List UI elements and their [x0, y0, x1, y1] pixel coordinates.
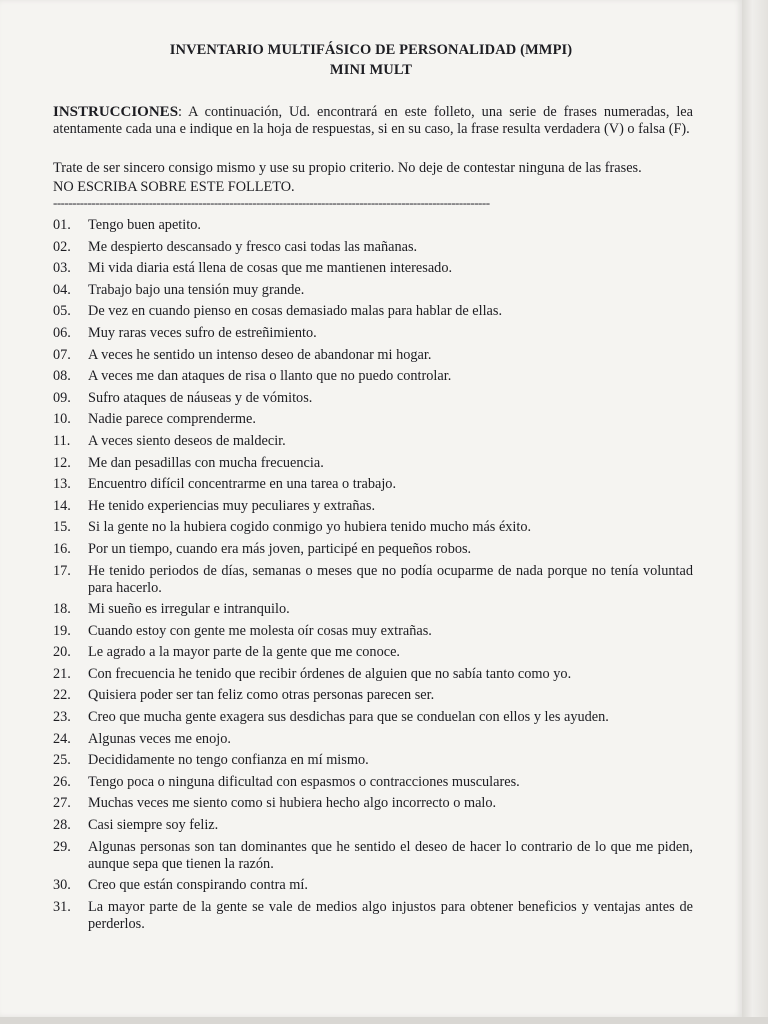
- question-item: [53, 260, 693, 277]
- question-item: [53, 752, 693, 769]
- document-subtitle: MINI MULT: [329, 62, 413, 78]
- question-text: Por un tiempo, cuando era más joven, participé en pequeños robos.: [88, 540, 472, 557]
- question-text: Si la gente no la hubiera cogido conmigo yo hubiera tenido mucho más éxito.: [88, 519, 532, 536]
- question-item: [53, 774, 693, 791]
- question-item: [53, 368, 693, 385]
- question-number: 13.: [53, 476, 71, 493]
- page-edge-right: [742, 0, 768, 1024]
- question-number: 07.: [53, 346, 71, 363]
- question-number: 25.: [53, 752, 71, 769]
- question-number: 12.: [53, 454, 71, 471]
- question-text: Muy raras veces sufro de estreñimiento.: [88, 324, 317, 341]
- instructions-text: : A continuación, Ud. encontrará en este folleto, una serie de frases numeradas, lea atentamente cada una e indique en la hoja de respuestas, si en su caso, la frase resulta verdadera (V) o falsa (F).: [53, 104, 693, 137]
- question-item: [53, 541, 693, 558]
- question-item: [53, 303, 693, 320]
- question-text: Creo que están conspirando contra mí.: [88, 877, 308, 894]
- question-text: Creo que mucha gente exagera sus desdichas para que se conduelan con ellos y les ayuden.: [88, 709, 609, 726]
- question-number: 20.: [53, 644, 71, 661]
- question-text: A veces me dan ataques de risa o llanto que no puedo controlar.: [88, 368, 452, 385]
- question-text: De vez en cuando pienso en cosas demasiado malas para hablar de ellas.: [88, 303, 503, 320]
- question-text: Algunas personas son tan dominantes que he sentido el deseo de hacer lo contrario de lo que me piden, aunque sepa que tienen la razón.: [88, 838, 693, 872]
- question-item: [53, 282, 693, 299]
- question-item: [53, 347, 693, 364]
- question-item: [53, 433, 693, 450]
- divider-line: ------------------------------------------------------------------------------------------------------------------: [53, 196, 490, 210]
- question-number: 09.: [53, 389, 71, 406]
- question-list: [53, 217, 693, 937]
- question-number: 21.: [53, 665, 71, 682]
- question-text: Quisiera poder ser tan feliz como otras personas parecen ser.: [88, 687, 435, 704]
- question-number: 24.: [53, 730, 71, 747]
- question-number: 17.: [53, 562, 71, 579]
- question-number: 28.: [53, 817, 71, 834]
- question-number: 11.: [53, 432, 71, 449]
- question-item: [53, 411, 693, 428]
- question-text: He tenido periodos de días, semanas o meses que no podía ocuparme de nada porque no tenía voluntad para hacerlo.: [88, 562, 693, 596]
- question-item: [53, 899, 693, 933]
- question-text: Casi siempre soy feliz.: [88, 817, 219, 834]
- question-number: 22.: [53, 687, 71, 704]
- question-number: 02.: [53, 238, 71, 255]
- question-item: [53, 623, 693, 640]
- question-text: Encuentro difícil concentrarme en una tarea o trabajo.: [88, 476, 397, 493]
- question-number: 15.: [53, 519, 71, 536]
- question-item: [53, 476, 693, 493]
- question-text: A veces he sentido un intenso deseo de abandonar mi hogar.: [88, 346, 432, 363]
- question-number: 16.: [53, 540, 71, 557]
- question-text: Algunas veces me enojo.: [88, 730, 231, 747]
- question-item: [53, 687, 693, 704]
- question-number: 10.: [53, 411, 71, 428]
- question-item: [53, 877, 693, 894]
- question-text: La mayor parte de la gente se vale de medios algo injustos para obtener beneficios y ventajas antes de perderlos.: [88, 898, 693, 932]
- question-number: 18.: [53, 601, 71, 618]
- question-text: Con frecuencia he tenido que recibir órdenes de alguien que no sabía tanto como yo.: [88, 665, 572, 682]
- question-number: 01.: [53, 217, 71, 233]
- instructions-no-write: NO ESCRIBA SOBRE ESTE FOLLETO.: [53, 179, 295, 195]
- question-text: Cuando estoy con gente me molesta oír cosas muy extrañas.: [88, 622, 432, 639]
- document-title: INVENTARIO MULTIFÁSICO DE PERSONALIDAD (MMPI): [169, 42, 573, 58]
- question-number: 14.: [53, 497, 71, 514]
- question-item: [53, 519, 693, 536]
- question-item: [53, 563, 693, 597]
- question-text: Trabajo bajo una tensión muy grande.: [88, 281, 305, 298]
- instructions-label: INSTRUCCIONES: [53, 104, 179, 120]
- question-item: [53, 390, 693, 407]
- question-text: Sufro ataques de náuseas y de vómitos.: [88, 389, 313, 406]
- question-item: [53, 666, 693, 683]
- question-text: Muchas veces me siento como si hubiera hecho algo incorrecto o malo.: [88, 795, 497, 812]
- question-item: [53, 217, 693, 234]
- question-number: 04.: [53, 281, 71, 298]
- question-item: [53, 601, 693, 618]
- question-text: Tengo poca o ninguna dificultad con espasmos o contracciones musculares.: [88, 773, 520, 790]
- question-number: 29.: [53, 838, 71, 855]
- question-number: 05.: [53, 303, 71, 320]
- question-number: 08.: [53, 368, 71, 385]
- question-text: Me despierto descansado y fresco casi todas las mañanas.: [88, 238, 418, 255]
- question-item: [53, 731, 693, 748]
- question-item: [53, 455, 693, 472]
- page-edge-bottom: [0, 1017, 768, 1024]
- question-number: 23.: [53, 709, 71, 726]
- question-item: [53, 817, 693, 834]
- question-number: 26.: [53, 773, 71, 790]
- bleed-through-text: [615, 40, 735, 940]
- instructions-paragraph: [53, 104, 693, 138]
- question-item: [53, 709, 693, 726]
- question-item: [53, 795, 693, 812]
- question-text: He tenido experiencias muy peculiares y extrañas.: [88, 497, 376, 514]
- question-number: 06.: [53, 324, 71, 341]
- question-number: 30.: [53, 877, 71, 894]
- question-text: Mi vida diaria está llena de cosas que me mantienen interesado.: [88, 260, 453, 277]
- question-text: Me dan pesadillas con mucha frecuencia.: [88, 454, 324, 471]
- question-text: Mi sueño es irregular e intranquilo.: [88, 601, 290, 618]
- question-item: [53, 644, 693, 661]
- instructions-sincere: Trate de ser sincero consigo mismo y use su propio criterio. No deje de contestar ninguna de las frases.: [53, 160, 642, 176]
- question-item: [53, 239, 693, 256]
- question-text: Le agrado a la mayor parte de la gente que me conoce.: [88, 644, 400, 661]
- question-text: Nadie parece comprenderme.: [88, 411, 256, 428]
- question-text: A veces siento deseos de maldecir.: [88, 432, 286, 449]
- question-text: Tengo buen apetito.: [88, 217, 201, 233]
- question-item: [53, 839, 693, 873]
- question-number: 27.: [53, 795, 71, 812]
- question-number: 31.: [53, 898, 71, 915]
- question-number: 19.: [53, 622, 71, 639]
- question-item: [53, 498, 693, 515]
- question-text: Decididamente no tengo confianza en mí mismo.: [88, 752, 369, 769]
- question-item: [53, 325, 693, 342]
- question-number: 03.: [53, 260, 71, 277]
